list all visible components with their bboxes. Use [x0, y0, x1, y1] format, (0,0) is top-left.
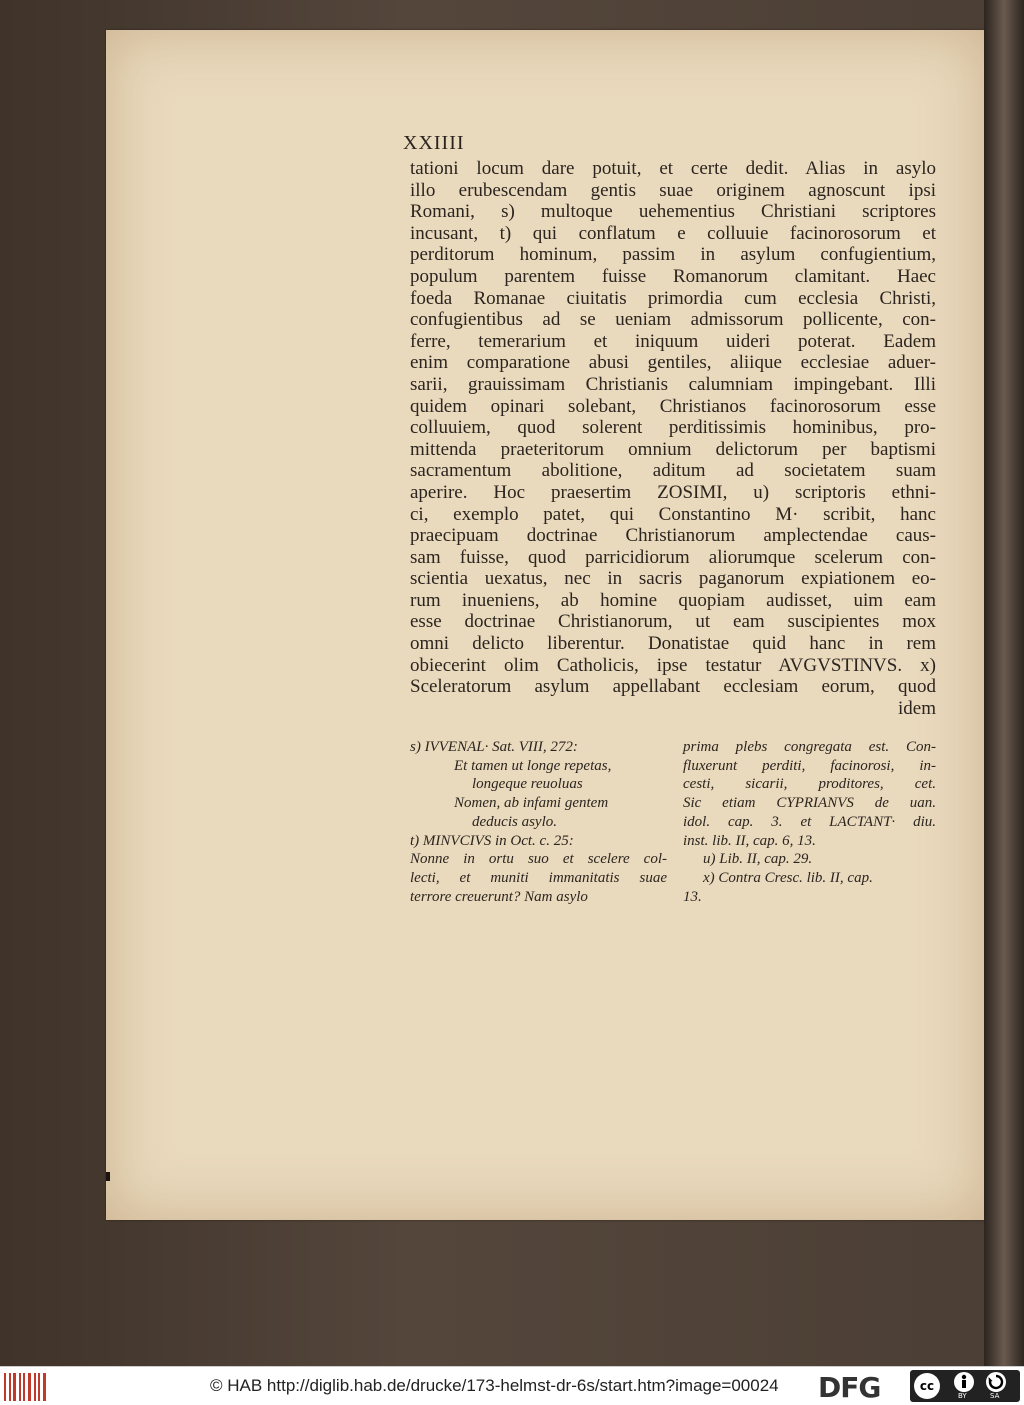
- by-label: BY: [958, 1392, 967, 1400]
- body-text-line: perditorum hominum, passim in asylum confugientium,: [410, 244, 936, 266]
- fn-left-line: t) MINVCIVS in Oct. c. 25:: [410, 832, 574, 849]
- footnotes-right-column: [683, 738, 936, 906]
- license-badge[interactable]: [910, 1370, 1020, 1402]
- fn-left-line: terrore creuerunt? Nam asylo: [410, 888, 588, 905]
- footnotes-left-column: [410, 738, 667, 906]
- body-text-line: praecipuam doctrinae Christianorum amplectendae caus-: [410, 525, 936, 547]
- copyright-link[interactable]: © HAB http://diglib.hab.de/drucke/173-helmst-dr-6s/start.htm?image=00024: [210, 1376, 779, 1395]
- body-text-line: mittenda praeteritorum omnium delictorum per baptismi: [410, 438, 936, 460]
- body-text-line: aperire. Hoc praesertim ZOSIMI, u) scriptoris ethni-: [410, 481, 936, 503]
- body-text-line: confugientibus ad se ueniam admissorum pollicente, con-: [410, 309, 936, 331]
- fn-right-line: u) Lib. II, cap. 29.: [703, 851, 813, 868]
- body-text-line: sarii, grauissimam Christianis calumniam impingebant. Illi: [410, 373, 936, 395]
- body-text-line: quidem opinari solebant, Christianos facinorosorum esse: [410, 395, 936, 417]
- fn-right-line: x) Contra Cresc. lib. II, cap.: [703, 869, 873, 886]
- body-text-line: sacramentum abolitione, aditum ad societatem suam: [410, 460, 936, 482]
- adjacent-page-edge: [984, 0, 1024, 1366]
- body-text-line: ci, exemplo patet, qui Constantino M· scribit, hanc: [410, 503, 936, 525]
- fn-left-line: Nomen, ab infami gentem: [454, 795, 609, 812]
- page-number-header: XXIIII: [403, 132, 465, 154]
- fn-right-line: 13.: [683, 888, 702, 905]
- body-text-line: idem: [898, 697, 936, 719]
- fn-left-line: Et tamen ut longe repetas,: [454, 757, 612, 774]
- barcode-logo: [4, 1373, 48, 1401]
- body-text-line: sam fuisse, quod parricidiorum aliorumque scelerum con-: [410, 546, 936, 568]
- fn-right-line: prima plebs congregata est. Con-: [683, 739, 936, 755]
- body-text-line: esse doctrinae Christianorum, ut eam suscipientes mox: [410, 611, 936, 633]
- sa-label: SA: [990, 1392, 1000, 1400]
- main-text: [410, 158, 936, 719]
- body-text-line: rum inueniens, ab homine quopiam audisset, uim eam: [410, 589, 936, 611]
- fn-left-line: deducis asylo.: [472, 813, 557, 830]
- fn-right-line: idol. cap. 3. et LACTANT· diu.: [683, 813, 936, 830]
- body-text-line: omni delicto liberentur. Donatistae quid hanc in rem: [410, 633, 936, 655]
- sa-icon: [986, 1372, 1006, 1392]
- body-text-line: incusant, t) qui conflatum e colluuie facinorosorum et: [410, 222, 936, 244]
- fn-right-line: inst. lib. II, cap. 6, 13.: [683, 832, 816, 849]
- body-text-line: ferre, temerarium et iniquum uideri poterat. Eadem: [410, 330, 936, 352]
- cc-icon: cc: [914, 1373, 940, 1399]
- body-text-line: tationi locum dare potuit, et certe dedit. Alias in asylo: [410, 158, 936, 179]
- body-text-line: scientia uexatus, nec in sacris paganorum expiationem eo-: [410, 568, 936, 590]
- body-text-line: populum parentem fuisse Romanorum clamitant. Haec: [410, 265, 936, 287]
- body-text-line: Romani, s) multoque uehementius Christiani scriptores: [410, 201, 936, 223]
- dfg-logo: DFG: [818, 1371, 881, 1404]
- body-text-line: Sceleratorum asylum appellabant ecclesiam eorum, quod: [410, 676, 936, 698]
- body-text-line: enim comparatione abusi gentiles, aliique ecclesiae aduer-: [410, 352, 936, 374]
- body-text-line: obiecerint olim Catholicis, ipse testatur AVGVSTINVS. x): [410, 654, 936, 676]
- body-text-line: foeda Romanae ciuitatis primordia cum ecclesia Christi,: [410, 287, 936, 309]
- fn-right-line: Sic etiam CYPRIANVS de uan.: [683, 795, 936, 812]
- fn-left-line: longeque reuoluas: [472, 776, 583, 793]
- fn-right-line: fluxerunt perditi, facinorosi, in-: [683, 757, 936, 774]
- fn-left-line: s) IVVENAL· Sat. VIII, 272:: [410, 739, 578, 755]
- fn-right-line: cesti, sicarii, proditores, cet.: [683, 776, 936, 793]
- page-mark: [106, 1172, 110, 1181]
- body-text-line: colluuiem, quod solerent perditissimis hominibus, pro-: [410, 417, 936, 439]
- fn-left-line: Nonne in ortu suo et scelere col-: [410, 851, 667, 868]
- by-icon: [954, 1372, 974, 1392]
- footer-bar: [0, 1366, 1024, 1405]
- body-text-line: illo erubescendam gentis suae originem agnoscunt ipsi: [410, 179, 936, 201]
- fn-left-line: lecti, et muniti immanitatis suae: [410, 869, 667, 886]
